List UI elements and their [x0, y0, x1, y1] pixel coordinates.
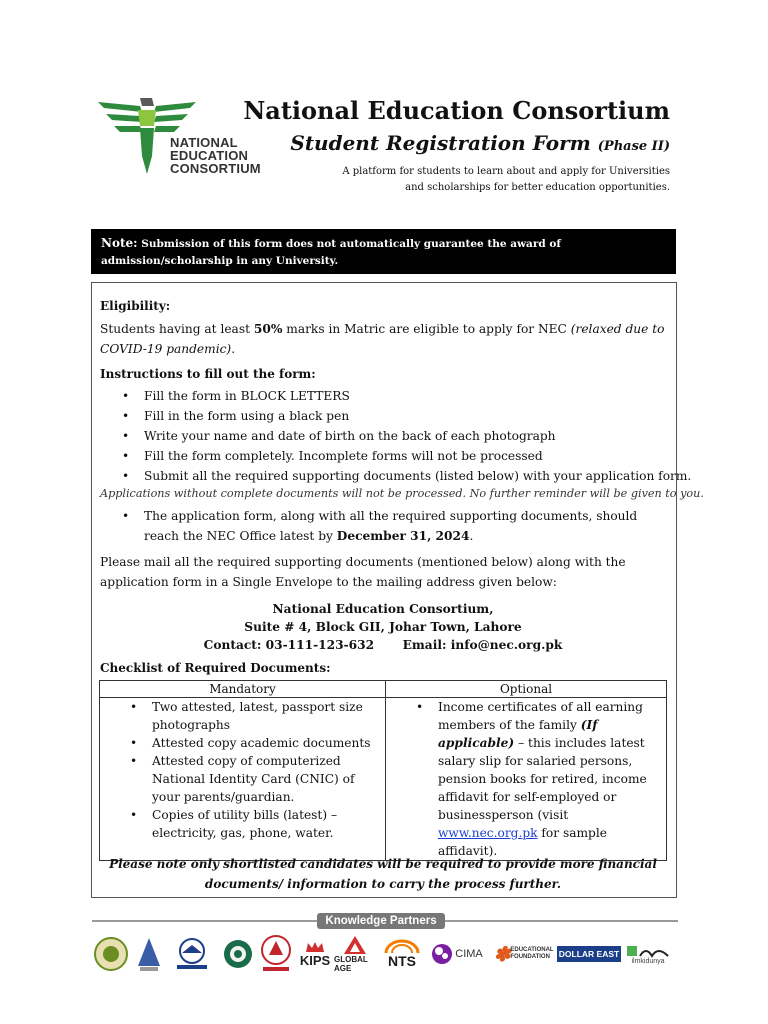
partner-kips — [298, 934, 332, 974]
closing-note: Please note only shortlisted candidates will be required to provide more financial documents/ information to carry the process further. — [109, 857, 657, 891]
form-title — [290, 131, 670, 155]
arabic-script-icon — [626, 944, 670, 958]
instructions-list — [100, 386, 691, 486]
optional-text: Income certificates of all earning members of the family — [438, 700, 643, 732]
deadline-text: The application form, along with all the required supporting documents, should reach the NEC Office latest by — [144, 509, 638, 543]
cima-globe-icon — [431, 943, 453, 965]
address-line-2: Suite # 4, Block GII, Johar Town, Lahore — [244, 620, 522, 634]
tagline-line: and scholarships for better education opportunities. — [405, 182, 670, 193]
list-item: • Fill the form completely. Incomplete forms will not be processed — [100, 446, 691, 466]
dollar-east-logo-text: DOLLAR EAST — [557, 946, 621, 962]
crown-icon — [305, 941, 325, 953]
ilmkidunya-logo-text: ilmkidunya — [631, 957, 665, 965]
nec-logo — [96, 96, 266, 178]
list-item: • Attested copy academic documents — [100, 734, 385, 752]
deadline-list — [100, 506, 666, 546]
eligibility-text — [100, 319, 666, 359]
list-item — [100, 506, 666, 546]
partner-crest-icon — [222, 934, 254, 974]
list-item: • Attested copy of computerized National Identity Card (CNIC) of your parents/guardian. — [100, 752, 385, 806]
table-header-row — [100, 681, 667, 698]
knowledge-partners-label: Knowledge Partners — [317, 913, 445, 929]
global-age-logo-text: GLOBAL AGE — [334, 955, 368, 973]
list-item: • Write your name and date of birth on the back of each photograph — [100, 426, 691, 446]
contact-phone: Contact: 03-111-123-632 — [203, 638, 375, 652]
partner-emblem-icon — [134, 934, 164, 974]
eligibility-heading: Eligibility: — [100, 299, 171, 313]
nec-website-link[interactable]: www.nec.org.pk — [438, 826, 538, 840]
address-line-1: National Education Consortium, — [272, 602, 494, 616]
partner-educational-foundation — [490, 934, 558, 974]
phase-label: (Phase II) — [597, 139, 670, 154]
note-text: Submission of this form does not automatically guarantee the award of admission/scholarship in any University. — [101, 238, 561, 267]
partner-school-icon — [172, 934, 212, 974]
partner-university-icon — [258, 934, 294, 974]
foundation-logo-text: EDUCATIONAL FOUNDATION — [510, 947, 554, 960]
partner-nts — [380, 934, 424, 974]
note-banner — [91, 229, 676, 274]
list-item: • Fill the form in BLOCK LETTERS — [100, 386, 691, 406]
logo-text-line: CONSORTIUM — [170, 161, 261, 176]
partner-dollar-east — [558, 934, 620, 974]
logo-text-line: NATIONAL — [170, 135, 238, 150]
list-item: • Two attested, latest, passport size photographs — [100, 698, 385, 734]
checklist-heading: Checklist of Required Documents: — [100, 661, 331, 675]
cima-logo-text: CIMA — [455, 948, 483, 960]
table-row — [100, 698, 667, 861]
mandatory-column-header: Mandatory — [100, 681, 386, 698]
optional-text: – this includes latest salary slip for salaried persons, pension books for retired, income affidavit for self-employed or businessperson (visit — [438, 736, 647, 822]
optional-cell — [386, 698, 667, 861]
partner-seal-icon — [92, 934, 130, 974]
list-item: • Fill in the form using a black pen — [100, 406, 691, 426]
partner-ilmkidunya — [620, 934, 676, 974]
tagline — [310, 164, 670, 196]
list-item — [386, 698, 666, 860]
arc-icon — [382, 939, 422, 953]
eligibility-mid: marks in Matric are eligible to apply for NEC — [282, 322, 571, 336]
instructions-heading: Instructions to fill out the form: — [100, 367, 316, 381]
eligibility-end: . — [231, 342, 236, 356]
deadline-end: . — [469, 529, 474, 543]
partner-cima — [428, 934, 486, 974]
logo-wordmark — [170, 136, 261, 175]
mandatory-cell — [100, 698, 386, 861]
tagline-line: A platform for students to learn about and apply for Universities — [342, 166, 670, 177]
deadline-date: December 31, 2024 — [336, 529, 470, 543]
incomplete-warning: Applications without complete documents will not be processed. No further reminder will be given to you. — [100, 487, 704, 500]
organization-title: National Education Consortium — [243, 96, 670, 125]
optional-text: for sample affidavit). — [438, 826, 607, 858]
form-title-text: Student Registration Form — [290, 131, 591, 155]
triangle-icon — [343, 935, 367, 955]
logo-text-line: EDUCATION — [170, 148, 249, 163]
contact-email: Email: info@nec.org.pk — [402, 638, 563, 652]
nts-logo-text: NTS — [388, 953, 416, 969]
optional-italic: (If applicable) — [438, 718, 598, 750]
contact-line — [100, 638, 666, 652]
eligibility-percent: 50% — [253, 322, 283, 336]
eligibility-italic: (relaxed due to COVID-19 pandemic) — [100, 322, 665, 356]
optional-column-header: Optional — [386, 681, 667, 698]
list-item: • Copies of utility bills (latest) – electricity, gas, phone, water. — [100, 806, 385, 842]
note-label: Note: — [101, 236, 138, 250]
foundation-mark-icon: ✽ — [493, 943, 511, 966]
mail-instructions: Please mail all the required supporting documents (mentioned below) along with the application form in a Single Envelope to the mailing address given below: — [100, 555, 626, 589]
kips-logo-text: KIPS — [299, 952, 331, 968]
checklist-table — [99, 680, 667, 861]
list-item: • Submit all the required supporting documents (listed below) with your application form. — [100, 466, 691, 486]
partner-global-age — [334, 934, 376, 974]
eligibility-pre: Students having at least — [100, 322, 254, 336]
